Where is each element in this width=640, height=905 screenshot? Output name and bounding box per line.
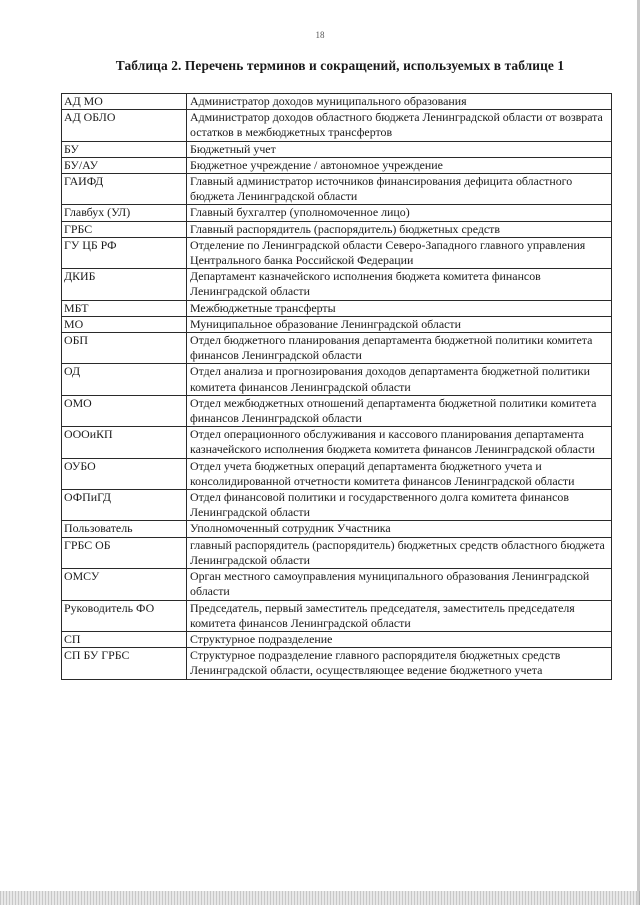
abbreviation-cell: АД МО: [62, 94, 187, 110]
page-number: 18: [315, 30, 325, 40]
scan-noise-strip: [0, 891, 640, 905]
table-row: [62, 221, 612, 237]
abbreviation-cell: БУ: [62, 141, 187, 157]
table-row: [62, 364, 612, 395]
table-row: [62, 94, 612, 110]
abbreviation-cell: ОФПиГД: [62, 490, 187, 521]
abbreviation-cell: ОУБО: [62, 458, 187, 489]
table-caption: Таблица 2. Перечень терминов и сокращений, используемых в таблице 1: [115, 58, 565, 73]
abbreviation-cell: ОМО: [62, 395, 187, 426]
meaning-cell: Отдел финансовой политики и государственного долга комитета финансов Ленинградской области: [187, 490, 612, 521]
abbreviation-cell: ОООиКП: [62, 427, 187, 458]
table-row: [62, 537, 612, 568]
meaning-cell: Бюджетное учреждение / автономное учреждение: [187, 157, 612, 173]
table-row: [62, 157, 612, 173]
table-row: [62, 141, 612, 157]
abbreviation-cell: Главбух (УЛ): [62, 205, 187, 221]
abbreviation-cell: ГУ ЦБ РФ: [62, 237, 187, 268]
abbreviation-cell: ГАИФД: [62, 174, 187, 205]
abbreviation-cell: АД ОБЛО: [62, 110, 187, 141]
abbreviation-cell: ОМСУ: [62, 569, 187, 600]
meaning-cell: Администратор доходов областного бюджета Ленинградской области от возврата остатков в межбюджетных трансфертов: [187, 110, 612, 141]
meaning-cell: Департамент казначейского исполнения бюджета комитета финансов Ленинградской области: [187, 269, 612, 300]
table-row: [62, 333, 612, 364]
meaning-cell: Отдел операционного обслуживания и кассового планирования департамента казначейского исполнения бюджета комитета финансов Ленинградской области: [187, 427, 612, 458]
table-row: [62, 569, 612, 600]
abbreviation-cell: МО: [62, 316, 187, 332]
meaning-cell: Отдел межбюджетных отношений департамента бюджетной политики комитета финансов Ленинградской области: [187, 395, 612, 426]
table-row: [62, 237, 612, 268]
meaning-cell: Структурное подразделение: [187, 631, 612, 647]
table-row: [62, 631, 612, 647]
abbreviation-cell: СП БУ ГРБС: [62, 648, 187, 679]
abbreviation-cell: ГРБС ОБ: [62, 537, 187, 568]
table-row: [62, 458, 612, 489]
meaning-cell: Главный бухгалтер (уполномоченное лицо): [187, 205, 612, 221]
table-row: [62, 600, 612, 631]
table-row: [62, 300, 612, 316]
abbreviation-cell: БУ/АУ: [62, 157, 187, 173]
terms-table: [61, 93, 612, 680]
abbreviation-cell: Руководитель ФО: [62, 600, 187, 631]
abbreviation-cell: СП: [62, 631, 187, 647]
table-row: [62, 269, 612, 300]
table-row: [62, 490, 612, 521]
meaning-cell: Бюджетный учет: [187, 141, 612, 157]
abbreviation-cell: ОД: [62, 364, 187, 395]
meaning-cell: Отделение по Ленинградской области Северо-Западного главного управления Центрального банка Российской Федерации: [187, 237, 612, 268]
table-row: [62, 205, 612, 221]
table-row: [62, 395, 612, 426]
meaning-cell: Администратор доходов муниципального образования: [187, 94, 612, 110]
abbreviation-cell: ГРБС: [62, 221, 187, 237]
table-row: [62, 521, 612, 537]
abbreviation-cell: ОБП: [62, 333, 187, 364]
meaning-cell: Орган местного самоуправления муниципального образования Ленинградской области: [187, 569, 612, 600]
meaning-cell: главный распорядитель (распорядитель) бюджетных средств областного бюджета Ленинградской области: [187, 537, 612, 568]
meaning-cell: Межбюджетные трансферты: [187, 300, 612, 316]
abbreviation-cell: ДКИБ: [62, 269, 187, 300]
meaning-cell: Главный распорядитель (распорядитель) бюджетных средств: [187, 221, 612, 237]
meaning-cell: Муниципальное образование Ленинградской области: [187, 316, 612, 332]
meaning-cell: Председатель, первый заместитель председателя, заместитель председателя комитета финансов Ленинградской области: [187, 600, 612, 631]
meaning-cell: Отдел бюджетного планирования департамента бюджетной политики комитета финансов Ленинградской области: [187, 333, 612, 364]
meaning-cell: Уполномоченный сотрудник Участника: [187, 521, 612, 537]
table-row: [62, 648, 612, 679]
abbreviation-cell: МБТ: [62, 300, 187, 316]
table-row: [62, 110, 612, 141]
table-row: [62, 427, 612, 458]
meaning-cell: Отдел учета бюджетных операций департамента бюджетного учета и консолидированной отчетности комитета финансов Ленинградской области: [187, 458, 612, 489]
meaning-cell: Структурное подразделение главного распорядителя бюджетных средств Ленинградской области, осуществляющее ведение бюджетного учета: [187, 648, 612, 679]
meaning-cell: Главный администратор источников финансирования дефицита областного бюджета Ленинградской области: [187, 174, 612, 205]
abbreviation-cell: Пользователь: [62, 521, 187, 537]
meaning-cell: Отдел анализа и прогнозирования доходов департамента бюджетной политики комитета финансов Ленинградской области: [187, 364, 612, 395]
table-row: [62, 174, 612, 205]
table-row: [62, 316, 612, 332]
